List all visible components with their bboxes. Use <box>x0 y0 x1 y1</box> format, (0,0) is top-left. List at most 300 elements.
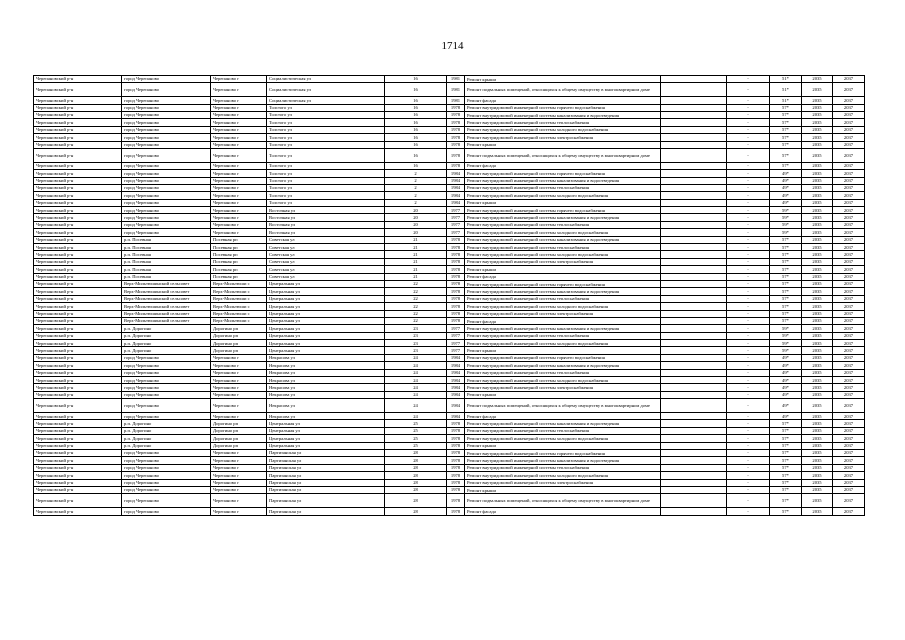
build-year-cell: 1978 <box>447 435 465 442</box>
end-year-cell: 2037 <box>833 236 865 243</box>
build-year-cell: 1978 <box>447 442 465 449</box>
start-year-cell: 2035 <box>802 97 833 104</box>
street-cell: Центральная ул <box>267 340 385 347</box>
locality-cell: Верх-Мильтюшинский сельсовет <box>122 310 211 317</box>
work-description-cell: Ремонт внутридомовой инженерной системы горячего водоснабжения <box>465 170 661 177</box>
town-cell: Посевная рп <box>211 244 267 251</box>
work-description-cell: Ремонт крыши <box>465 266 661 273</box>
house-number-cell: 24 <box>385 391 447 398</box>
town-cell: Черепаново г <box>211 413 267 420</box>
empty-cell <box>661 207 727 214</box>
dash-cell: - <box>727 207 770 214</box>
town-cell: Дорогино рп <box>211 340 267 347</box>
empty-cell <box>661 449 727 456</box>
build-year-cell: 1984 <box>447 413 465 420</box>
locality-cell: р.п. Посевная <box>122 236 211 243</box>
build-year-cell: 1978 <box>447 134 465 141</box>
town-cell: Черепаново г <box>211 207 267 214</box>
locality-cell: город Черепаново <box>122 177 211 184</box>
table-row <box>34 295 865 302</box>
empty-cell <box>661 192 727 199</box>
empty-cell <box>661 288 727 295</box>
locality-cell: р.п. Дорогино <box>122 325 211 332</box>
wear-cell: 57* <box>770 111 802 118</box>
house-number-cell: 23 <box>385 325 447 332</box>
start-year-cell: 2035 <box>802 413 833 420</box>
end-year-cell: 2037 <box>833 369 865 376</box>
work-description-cell: Ремонт фасада <box>465 273 661 280</box>
table-row <box>34 214 865 221</box>
locality-cell: Верх-Мильтюшинский сельсовет <box>122 295 211 302</box>
locality-cell: город Черепаново <box>122 354 211 361</box>
wear-cell: 59* <box>770 347 802 354</box>
build-year-cell: 1984 <box>447 384 465 391</box>
table-row <box>34 244 865 251</box>
start-year-cell: 2035 <box>802 472 833 479</box>
street-cell: Некрасова ул <box>267 391 385 398</box>
table-row <box>34 104 865 111</box>
house-number-cell: 22 <box>385 288 447 295</box>
build-year-cell: 1977 <box>447 214 465 221</box>
dash-cell: - <box>727 177 770 184</box>
wear-cell: 57* <box>770 266 802 273</box>
house-number-cell: 28 <box>385 464 447 471</box>
locality-cell: р.п. Дорогино <box>122 420 211 427</box>
street-cell: Партизанская ул <box>267 464 385 471</box>
dash-cell: - <box>727 464 770 471</box>
build-year-cell: 1978 <box>447 126 465 133</box>
street-cell: Партизанская ул <box>267 494 385 508</box>
empty-cell <box>661 479 727 486</box>
street-cell: Советская ул <box>267 251 385 258</box>
town-cell: Черепаново г <box>211 486 267 493</box>
street-cell: Толстого ул <box>267 141 385 148</box>
wear-cell: 51* <box>770 83 802 97</box>
build-year-cell: 1984 <box>447 192 465 199</box>
house-number-cell: 24 <box>385 362 447 369</box>
town-cell: Черепаново г <box>211 457 267 464</box>
street-cell: Толстого ул <box>267 111 385 118</box>
table-row <box>34 134 865 141</box>
wear-cell: 51* <box>770 97 802 104</box>
table-row <box>34 251 865 258</box>
empty-cell <box>661 162 727 169</box>
street-cell: Центральная ул <box>267 288 385 295</box>
table-row <box>34 207 865 214</box>
street-cell: Толстого ул <box>267 184 385 191</box>
work-description-cell: Ремонт внутридомовой инженерной системы электроснабжения <box>465 384 661 391</box>
locality-cell: р.п. Дорогино <box>122 435 211 442</box>
district-cell: Черепановский р-н <box>34 141 122 148</box>
table-row <box>34 119 865 126</box>
table-row <box>34 317 865 324</box>
district-cell: Черепановский р-н <box>34 170 122 177</box>
work-description-cell: Ремонт внутридомовой инженерной системы горячего водоснабжения <box>465 354 661 361</box>
dash-cell: - <box>727 221 770 228</box>
wear-cell: 57* <box>770 303 802 310</box>
build-year-cell: 1978 <box>447 162 465 169</box>
table-row <box>34 325 865 332</box>
work-description-cell: Ремонт внутридомовой инженерной системы теплоснабжения <box>465 244 661 251</box>
street-cell: Некрасова ул <box>267 354 385 361</box>
empty-cell <box>661 472 727 479</box>
table-row <box>34 472 865 479</box>
house-number-cell: 16 <box>385 83 447 97</box>
town-cell: Черепаново г <box>211 119 267 126</box>
town-cell: Черепаново г <box>211 464 267 471</box>
table-row <box>34 486 865 493</box>
locality-cell: Верх-Мильтюшинский сельсовет <box>122 280 211 287</box>
street-cell: Восточная ул <box>267 229 385 236</box>
locality-cell: р.п. Дорогино <box>122 347 211 354</box>
dash-cell: - <box>727 192 770 199</box>
street-cell: Некрасова ул <box>267 384 385 391</box>
house-number-cell: 16 <box>385 141 447 148</box>
start-year-cell: 2035 <box>802 369 833 376</box>
dash-cell: - <box>727 303 770 310</box>
dash-cell: - <box>727 214 770 221</box>
build-year-cell: 1984 <box>447 377 465 384</box>
house-number-cell: 2 <box>385 177 447 184</box>
wear-cell: 57* <box>770 435 802 442</box>
dash-cell: - <box>727 317 770 324</box>
wear-cell: 57* <box>770 317 802 324</box>
house-number-cell: 16 <box>385 148 447 162</box>
town-cell: Черепаново г <box>211 104 267 111</box>
empty-cell <box>661 332 727 339</box>
dash-cell: - <box>727 449 770 456</box>
district-cell: Черепановский р-н <box>34 184 122 191</box>
end-year-cell: 2037 <box>833 427 865 434</box>
work-description-cell: Ремонт внутридомовой инженерной системы холодного водоснабжения <box>465 303 661 310</box>
end-year-cell: 2037 <box>833 221 865 228</box>
locality-cell: город Черепаново <box>122 221 211 228</box>
wear-cell: 49* <box>770 384 802 391</box>
build-year-cell: 1984 <box>447 362 465 369</box>
work-description-cell: Ремонт внутридомовой инженерной системы холодного водоснабжения <box>465 192 661 199</box>
work-description-cell: Ремонт фасада <box>465 317 661 324</box>
empty-cell <box>661 295 727 302</box>
start-year-cell: 2035 <box>802 119 833 126</box>
street-cell: Толстого ул <box>267 162 385 169</box>
dash-cell: - <box>727 162 770 169</box>
house-number-cell: 28 <box>385 508 447 515</box>
street-cell: Советская ул <box>267 266 385 273</box>
work-description-cell: Ремонт внутридомовой инженерной системы холодного водоснабжения <box>465 472 661 479</box>
locality-cell: р.п. Посевная <box>122 244 211 251</box>
dash-cell: - <box>727 508 770 515</box>
dash-cell: - <box>727 384 770 391</box>
dash-cell: - <box>727 83 770 97</box>
end-year-cell: 2037 <box>833 192 865 199</box>
district-cell: Черепановский р-н <box>34 104 122 111</box>
locality-cell: город Черепаново <box>122 384 211 391</box>
end-year-cell: 2037 <box>833 83 865 97</box>
town-cell: Дорогино рп <box>211 332 267 339</box>
street-cell: Толстого ул <box>267 119 385 126</box>
work-description-cell: Ремонт крыши <box>465 141 661 148</box>
build-year-cell: 1978 <box>447 266 465 273</box>
start-year-cell: 2035 <box>802 134 833 141</box>
end-year-cell: 2037 <box>833 362 865 369</box>
start-year-cell: 2035 <box>802 494 833 508</box>
district-cell: Черепановский р-н <box>34 377 122 384</box>
wear-cell: 49* <box>770 177 802 184</box>
wear-cell: 59* <box>770 229 802 236</box>
wear-cell: 57* <box>770 295 802 302</box>
empty-cell <box>661 177 727 184</box>
build-year-cell: 1978 <box>447 427 465 434</box>
town-cell: Черепаново г <box>211 184 267 191</box>
start-year-cell: 2035 <box>802 464 833 471</box>
work-description-cell: Ремонт внутридомовой инженерной системы холодного водоснабжения <box>465 229 661 236</box>
build-year-cell: 1978 <box>447 141 465 148</box>
repair-schedule-table-container <box>33 75 864 516</box>
build-year-cell: 1978 <box>447 472 465 479</box>
table-row <box>34 170 865 177</box>
start-year-cell: 2035 <box>802 479 833 486</box>
house-number-cell: 22 <box>385 303 447 310</box>
start-year-cell: 2035 <box>802 244 833 251</box>
town-cell: Черепаново г <box>211 221 267 228</box>
wear-cell: 57* <box>770 457 802 464</box>
end-year-cell: 2037 <box>833 413 865 420</box>
work-description-cell: Ремонт внутридомовой инженерной системы канализования и водоотведения <box>465 420 661 427</box>
build-year-cell: 1978 <box>447 494 465 508</box>
district-cell: Черепановский р-н <box>34 111 122 118</box>
end-year-cell: 2037 <box>833 377 865 384</box>
end-year-cell: 2037 <box>833 310 865 317</box>
work-description-cell: Ремонт внутридомовой инженерной системы холодного водоснабжения <box>465 340 661 347</box>
street-cell: Центральная ул <box>267 325 385 332</box>
district-cell: Черепановский р-н <box>34 310 122 317</box>
table-row <box>34 303 865 310</box>
town-cell: Черепаново г <box>211 399 267 413</box>
street-cell: Толстого ул <box>267 148 385 162</box>
work-description-cell: Ремонт внутридомовой инженерной системы канализования и водоотведения <box>465 111 661 118</box>
work-description-cell: Ремонт внутридомовой инженерной системы теплоснабжения <box>465 427 661 434</box>
work-description-cell: Ремонт внутридомовой инженерной системы электроснабжения <box>465 479 661 486</box>
district-cell: Черепановский р-н <box>34 442 122 449</box>
start-year-cell: 2035 <box>802 83 833 97</box>
district-cell: Черепановский р-н <box>34 273 122 280</box>
town-cell: Черепаново г <box>211 134 267 141</box>
work-description-cell: Ремонт крыши <box>465 391 661 398</box>
wear-cell: 57* <box>770 258 802 265</box>
street-cell: Центральная ул <box>267 427 385 434</box>
work-description-cell: Ремонт внутридомовой инженерной системы канализования и водоотведения <box>465 457 661 464</box>
dash-cell: - <box>727 266 770 273</box>
street-cell: Центральная ул <box>267 435 385 442</box>
build-year-cell: 1978 <box>447 449 465 456</box>
locality-cell: город Черепаново <box>122 229 211 236</box>
table-row <box>34 258 865 265</box>
empty-cell <box>661 126 727 133</box>
table-row <box>34 288 865 295</box>
house-number-cell: 2 <box>385 184 447 191</box>
locality-cell: город Черепаново <box>122 486 211 493</box>
end-year-cell: 2037 <box>833 449 865 456</box>
empty-cell <box>661 317 727 324</box>
wear-cell: 49* <box>770 354 802 361</box>
table-row <box>34 199 865 206</box>
work-description-cell: Ремонт подвальных помещений, относящихся к общему имуществу в многоквартирном доме <box>465 148 661 162</box>
wear-cell: 49* <box>770 413 802 420</box>
end-year-cell: 2037 <box>833 214 865 221</box>
town-cell: Черепаново г <box>211 449 267 456</box>
empty-cell <box>661 214 727 221</box>
house-number-cell: 22 <box>385 280 447 287</box>
end-year-cell: 2037 <box>833 111 865 118</box>
district-cell: Черепановский р-н <box>34 508 122 515</box>
district-cell: Черепановский р-н <box>34 354 122 361</box>
house-number-cell: 16 <box>385 119 447 126</box>
dash-cell: - <box>727 273 770 280</box>
locality-cell: город Черепаново <box>122 184 211 191</box>
locality-cell: город Черепаново <box>122 369 211 376</box>
district-cell: Черепановский р-н <box>34 472 122 479</box>
table-row <box>34 97 865 104</box>
build-year-cell: 1978 <box>447 295 465 302</box>
end-year-cell: 2037 <box>833 295 865 302</box>
street-cell: Некрасова ул <box>267 362 385 369</box>
town-cell: Дорогино рп <box>211 427 267 434</box>
end-year-cell: 2037 <box>833 391 865 398</box>
dash-cell: - <box>727 119 770 126</box>
locality-cell: город Черепаново <box>122 76 211 83</box>
build-year-cell: 1978 <box>447 464 465 471</box>
dash-cell: - <box>727 369 770 376</box>
house-number-cell: 21 <box>385 273 447 280</box>
town-cell: Посевная рп <box>211 273 267 280</box>
wear-cell: 49* <box>770 362 802 369</box>
wear-cell: 57* <box>770 420 802 427</box>
table-row <box>34 347 865 354</box>
empty-cell <box>661 354 727 361</box>
house-number-cell: 28 <box>385 479 447 486</box>
locality-cell: город Черепаново <box>122 192 211 199</box>
house-number-cell: 20 <box>385 207 447 214</box>
wear-cell: 57* <box>770 104 802 111</box>
locality-cell: город Черепаново <box>122 148 211 162</box>
start-year-cell: 2035 <box>802 391 833 398</box>
start-year-cell: 2035 <box>802 362 833 369</box>
build-year-cell: 1984 <box>447 391 465 398</box>
district-cell: Черепановский р-н <box>34 457 122 464</box>
empty-cell <box>661 280 727 287</box>
end-year-cell: 2037 <box>833 508 865 515</box>
empty-cell <box>661 494 727 508</box>
district-cell: Черепановский р-н <box>34 236 122 243</box>
build-year-cell: 1978 <box>447 251 465 258</box>
street-cell: Партизанская ул <box>267 449 385 456</box>
start-year-cell: 2035 <box>802 199 833 206</box>
empty-cell <box>661 119 727 126</box>
start-year-cell: 2035 <box>802 104 833 111</box>
house-number-cell: 24 <box>385 413 447 420</box>
start-year-cell: 2035 <box>802 449 833 456</box>
end-year-cell: 2037 <box>833 317 865 324</box>
street-cell: Центральная ул <box>267 310 385 317</box>
town-cell: Черепаново г <box>211 199 267 206</box>
dash-cell: - <box>727 288 770 295</box>
work-description-cell: Ремонт подвальных помещений, относящихся к общему имуществу в многоквартирном доме <box>465 494 661 508</box>
locality-cell: р.п. Дорогино <box>122 332 211 339</box>
dash-cell: - <box>727 332 770 339</box>
build-year-cell: 1977 <box>447 221 465 228</box>
end-year-cell: 2037 <box>833 472 865 479</box>
dash-cell: - <box>727 362 770 369</box>
district-cell: Черепановский р-н <box>34 486 122 493</box>
house-number-cell: 28 <box>385 457 447 464</box>
street-cell: Социалистическая ул <box>267 76 385 83</box>
empty-cell <box>661 266 727 273</box>
wear-cell: 59* <box>770 332 802 339</box>
table-row <box>34 508 865 515</box>
district-cell: Черепановский р-н <box>34 126 122 133</box>
build-year-cell: 1978 <box>447 119 465 126</box>
empty-cell <box>661 258 727 265</box>
wear-cell: 49* <box>770 192 802 199</box>
empty-cell <box>661 104 727 111</box>
empty-cell <box>661 251 727 258</box>
work-description-cell: Ремонт внутридомовой инженерной системы холодного водоснабжения <box>465 126 661 133</box>
dash-cell: - <box>727 184 770 191</box>
house-number-cell: 28 <box>385 486 447 493</box>
street-cell: Толстого ул <box>267 134 385 141</box>
start-year-cell: 2035 <box>802 229 833 236</box>
end-year-cell: 2037 <box>833 177 865 184</box>
build-year-cell: 1978 <box>447 486 465 493</box>
locality-cell: р.п. Посевная <box>122 251 211 258</box>
street-cell: Восточная ул <box>267 207 385 214</box>
build-year-cell: 1978 <box>447 244 465 251</box>
table-row <box>34 266 865 273</box>
end-year-cell: 2037 <box>833 162 865 169</box>
table-row <box>34 177 865 184</box>
town-cell: Дорогино рп <box>211 347 267 354</box>
dash-cell: - <box>727 295 770 302</box>
table-row <box>34 236 865 243</box>
district-cell: Черепановский р-н <box>34 303 122 310</box>
empty-cell <box>661 427 727 434</box>
build-year-cell: 1978 <box>447 148 465 162</box>
district-cell: Черепановский р-н <box>34 347 122 354</box>
start-year-cell: 2035 <box>802 148 833 162</box>
street-cell: Партизанская ул <box>267 508 385 515</box>
end-year-cell: 2037 <box>833 148 865 162</box>
table-row <box>34 310 865 317</box>
empty-cell <box>661 141 727 148</box>
wear-cell: 49* <box>770 199 802 206</box>
empty-cell <box>661 413 727 420</box>
end-year-cell: 2037 <box>833 347 865 354</box>
town-cell: Дорогино рп <box>211 325 267 332</box>
table-row <box>34 399 865 413</box>
town-cell: Черепаново г <box>211 214 267 221</box>
empty-cell <box>661 377 727 384</box>
house-number-cell: 20 <box>385 229 447 236</box>
wear-cell: 57* <box>770 442 802 449</box>
table-row <box>34 192 865 199</box>
empty-cell <box>661 244 727 251</box>
locality-cell: город Черепаново <box>122 126 211 133</box>
town-cell: Верх-Мильтюши с <box>211 303 267 310</box>
town-cell: Черепаново г <box>211 192 267 199</box>
street-cell: Партизанская ул <box>267 486 385 493</box>
build-year-cell: 1977 <box>447 207 465 214</box>
town-cell: Верх-Мильтюши с <box>211 295 267 302</box>
